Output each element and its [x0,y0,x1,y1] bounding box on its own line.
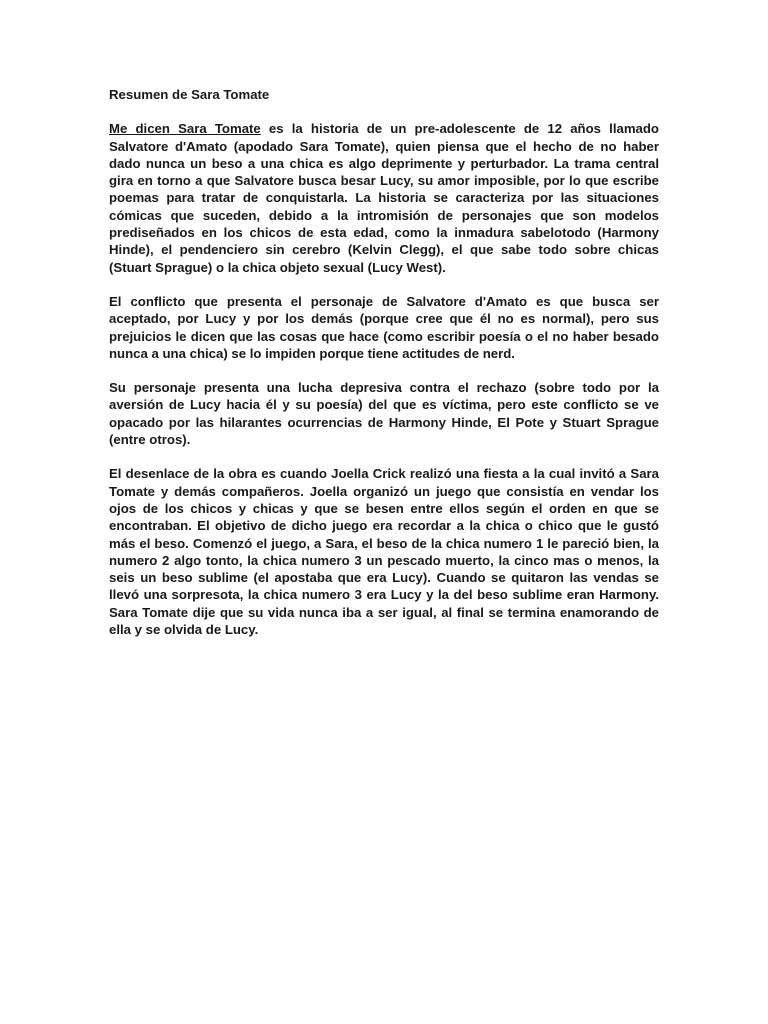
paragraph-struggle: Su personaje presenta una lucha depresiva contra el rechazo (sobre todo por la aversión de Lucy hacia él y su poesía) del que es víctima, pero este conflicto se ve opacado por las hilarantes ocurrencias de Harmony Hinde, El Pote y Stuart Sprague (entre otros). [109,380,659,448]
document-page [109,86,659,655]
document-title: Resumen de Sara Tomate [109,87,270,102]
paragraph-intro [109,120,659,276]
paragraph-conflict: El conflicto que presenta el personaje de Salvatore d'Amato es que busca ser aceptado, por Lucy y por los demás (porque cree que él no es normal), pero sus prejuicios le dicen que las cosas que hace (como escribir poesía o el no haber besado nunca a una chica) se lo impiden porque tiene actitudes de nerd. [109,293,659,361]
book-title: Me dicen Sara Tomate [109,121,261,137]
paragraph-ending: El desenlace de la obra es cuando Joella Crick realizó una fiesta a la cual invitó a Sara Tomate y demás compañeros. Joella organizó un juego que consistía en vendar los ojos de los chicos y chicas y que se besen entre ellos según el orden en que se encontraban. El objetivo de dicho juego era recordar a la chica o chico que le gustó más el beso. Comenzó el juego, a Sara, el beso de la chica numero 1 le pareció bien, la numero 2 algo tonto, la chica numero 3 un pescado muerto, la cinco mas o menos, la seis un beso sublime (el apostaba que era Lucy). Cuando se quitaron las vendas se llevó una sorpresota, la chica numero 3 era Lucy y la del beso sublime eran Harmony. Sara Tomate dije que su vida nunca iba a ser igual, al final se termina enamorando de ella y se olvida de Lucy. [109,466,659,638]
intro-text: es la historia de un pre-adolescente de 12 años llamado Salvatore d'Amato (apodado Sara Tomate), quien piensa que el hecho de no haber dado nunca un beso a una chica es algo deprimente y perturbador. La trama central gira en torno a que Salvatore busca besar Lucy, su amor imposible, por lo que escribe poemas para tratar de conquistarla. La historia se caracteriza por las situaciones cómicas que suceden, debido a la intromisión de personajes que son modelos prediseñados en los chicos de esta edad, como la inmadura sabelotodo (Harmony Hinde), el pendenciero sin cerebro (Kelvin Clegg), el que sabe todo sobre chicas (Stuart Sprague) o la chica objeto sexual (Lucy West). [109,121,659,275]
